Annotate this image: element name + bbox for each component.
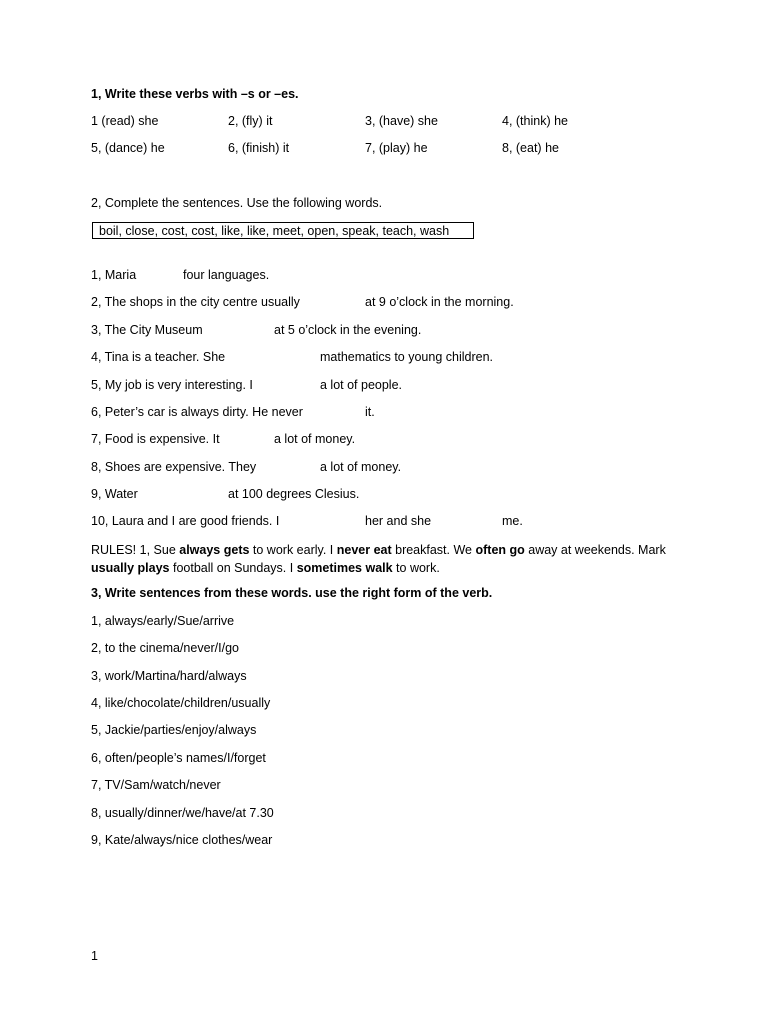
sentence-start: 7, Food is expensive. It	[91, 432, 220, 446]
sentence-start: 2, The shops in the city centre usually	[91, 295, 300, 309]
exercise-3-item: 8, usually/dinner/we/have/at 7.30	[91, 806, 274, 820]
exercise-3-item: 2, to the cinema/never/I/go	[91, 641, 240, 655]
sentence-end: me.	[502, 514, 523, 528]
sentence-end: mathematics to young children.	[320, 350, 494, 364]
verb-item: 8, (eat) he	[502, 141, 559, 155]
exercise-3-item: 4, like/chocolate/children/usually	[91, 696, 271, 710]
exercise-3-item: 7, TV/Sam/watch/never	[91, 778, 221, 792]
rules-text: to work early. I	[249, 543, 337, 557]
exercise-3-item: 6, often/people’s names/I/forget	[91, 751, 266, 765]
sentence-start: 6, Peter’s car is always dirty. He never	[91, 405, 303, 419]
rules-adverb: sometimes walk	[296, 561, 393, 575]
verb-item: 2, (fly) it	[228, 114, 273, 128]
sentence-start: 9, Water	[91, 487, 138, 501]
rules-text: to work.	[392, 561, 440, 575]
sentence-end: a lot of people.	[320, 378, 403, 392]
word-box-text: boil, close, cost, cost, like, like, meet, open, speak, teach, wash	[99, 224, 450, 238]
sentence-middle: her and she	[365, 514, 432, 528]
rules-text: away at weekends. Mark	[524, 543, 666, 557]
sentence-end: at 100 degrees Clesius.	[228, 487, 360, 501]
verb-item: 1 (read) she	[91, 114, 159, 128]
sentence-end: at 9 o’clock in the morning.	[365, 295, 514, 309]
sentence-start: 1, Maria	[91, 268, 137, 282]
verb-item: 6, (finish) it	[228, 141, 290, 155]
sentence-start: 3, The City Museum	[91, 323, 203, 337]
verb-item: 4, (think) he	[502, 114, 569, 128]
sentence-end: it.	[365, 405, 375, 419]
sentence-start: 8, Shoes are expensive. They	[91, 460, 257, 474]
verb-item: 5, (dance) he	[91, 141, 165, 155]
rules-text: breakfast. We	[391, 543, 476, 557]
sentence-start: 10, Laura and I are good friends. I	[91, 514, 280, 528]
sentence-end: a lot of money.	[320, 460, 402, 474]
rules-adverb: usually plays	[91, 561, 170, 575]
rules-adverb: never eat	[336, 543, 392, 557]
page-number: 1	[91, 949, 98, 963]
rules-adverb: often go	[475, 543, 525, 557]
exercise-2-heading: 2, Complete the sentences. Use the following words.	[91, 196, 383, 210]
rules-paragraph	[91, 541, 691, 577]
rules-text: football on Sundays. I	[169, 561, 297, 575]
rules-text: RULES! 1, Sue	[91, 543, 180, 557]
rules-adverb: always gets	[179, 543, 250, 557]
exercise-3-item: 5, Jackie/parties/enjoy/always	[91, 723, 257, 737]
verb-item: 3, (have) she	[365, 114, 438, 128]
exercise-3-item: 3, work/Martina/hard/always	[91, 669, 247, 683]
exercise-3-item: 9, Kate/always/nice clothes/wear	[91, 833, 273, 847]
exercise-1-heading: 1, Write these verbs with –s or –es.	[91, 87, 299, 101]
sentence-start: 5, My job is very interesting. I	[91, 378, 253, 392]
exercise-3-item: 1, always/early/Sue/arrive	[91, 614, 235, 628]
verb-item: 7, (play) he	[365, 141, 428, 155]
sentence-end: at 5 o’clock in the evening.	[274, 323, 422, 337]
exercise-3-heading: 3, Write sentences from these words. use the right form of the verb.	[91, 586, 493, 600]
sentence-end: a lot of money.	[274, 432, 356, 446]
sentence-start: 4, Tina is a teacher. She	[91, 350, 226, 364]
sentence-end: four languages.	[183, 268, 270, 282]
word-box	[92, 222, 474, 239]
